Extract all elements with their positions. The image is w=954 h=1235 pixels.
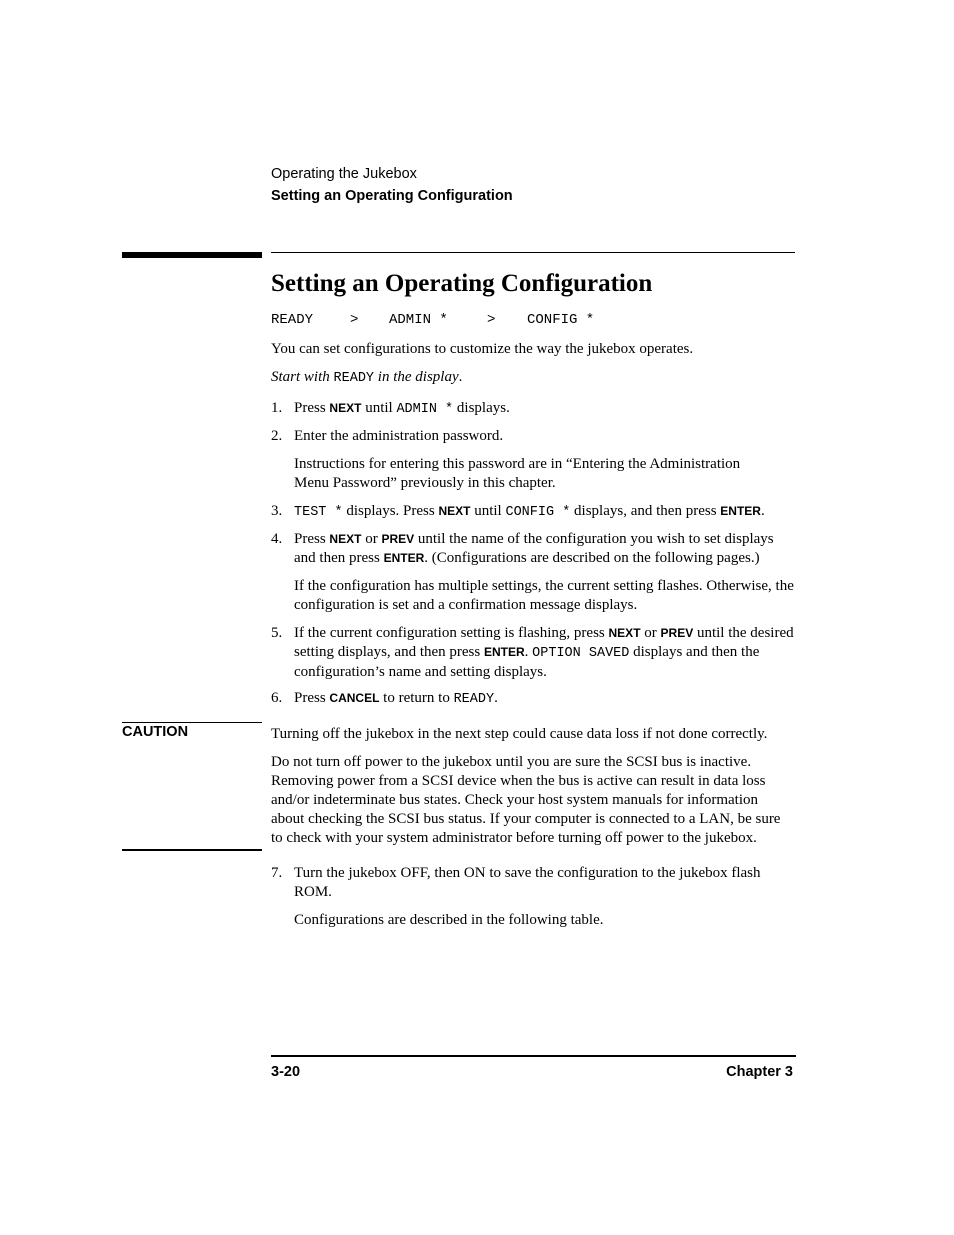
step-note: Instructions for entering this password are in “Entering the Administration Menu Password” previously in this chapter. [294,456,741,491]
step-text: If the current configuration setting is flashing, press NEXT or PREV until the desired setting displays, and then press ENTER. OPTION SAVED displays and then the configuration’s name and setting displays. [294,625,794,680]
caution-warning: Turning off the jukebox in the next step could cause data loss if not done correctly. [271,726,768,742]
key-cancel: CANCEL [329,691,380,705]
page-number: 3-20 [271,1064,301,1080]
step-text: Press CANCEL to return to READY. [294,690,498,707]
key-enter: ENTER [720,504,761,518]
key-next: NEXT [329,532,362,546]
key-enter: ENTER [383,551,425,565]
step-number: 1. [271,400,283,416]
running-header-section: Setting an Operating Configuration [271,188,513,204]
step-text: Press NEXT until ADMIN * displays. [294,400,510,417]
step-number: 6. [271,690,283,706]
footer-rule [271,1055,796,1057]
caution-rule-top [122,722,262,723]
key-next: NEXT [438,504,471,518]
section-heading: Setting an Operating Configuration [271,270,653,297]
menu-path-config: CONFIG * [527,312,595,328]
step-number: 4. [271,531,283,547]
step-text: Turn the jukebox OFF, then ON to save the configuration to the jukebox flash ROM. [294,865,761,900]
key-next: NEXT [329,401,362,415]
step-number: 2. [271,428,283,444]
section-rule [271,252,795,253]
step-text: Enter the administration password. [294,428,504,444]
step-number: 3. [271,503,283,519]
key-prev: PREV [660,626,694,640]
intro-paragraph: You can set configurations to customize the way the jukebox operates. [271,341,694,357]
step-number: 5. [271,625,283,641]
caution-rule-bottom [122,849,262,851]
step-text: TEST * displays. Press NEXT until CONFIG * displays, and then press ENTER. [294,503,765,520]
running-header-chapter: Operating the Jukebox [271,166,417,182]
section-thick-bar [122,252,262,258]
step-text: Press NEXT or PREV until the name of the configuration you wish to set displays and then press ENTER. (Configurations are described on the following pages.) [294,531,774,566]
menu-path-ready: READY [271,312,314,328]
caution-label: CAUTION [122,724,189,740]
footer-chapter: Chapter 3 [726,1064,793,1080]
start-instruction: Start with READY in the display. [271,369,463,386]
step-note: If the configuration has multiple settings, the current setting flashes. Otherwise, the configuration is set and a confirmation message displays. [294,578,794,613]
step-note: Configurations are described in the following table. [294,912,604,928]
step-number: 7. [271,865,283,881]
key-enter: ENTER [483,645,525,659]
menu-path-separator: > [350,312,359,328]
key-prev: PREV [381,532,415,546]
caution-detail: Do not turn off power to the jukebox until you are sure the SCSI bus is inactive. Removing power from a SCSI device when the bus is active can result in data loss and/or indeterminate bus states. Check your host system manuals for information about checking the SCSI bus status. If your computer is connected to a LAN, be sure to check with your system administrator before turning off power to the jukebox. [271,754,781,846]
menu-path-admin: ADMIN * [389,312,448,328]
menu-path-separator: > [487,312,496,328]
key-next: NEXT [608,626,641,640]
